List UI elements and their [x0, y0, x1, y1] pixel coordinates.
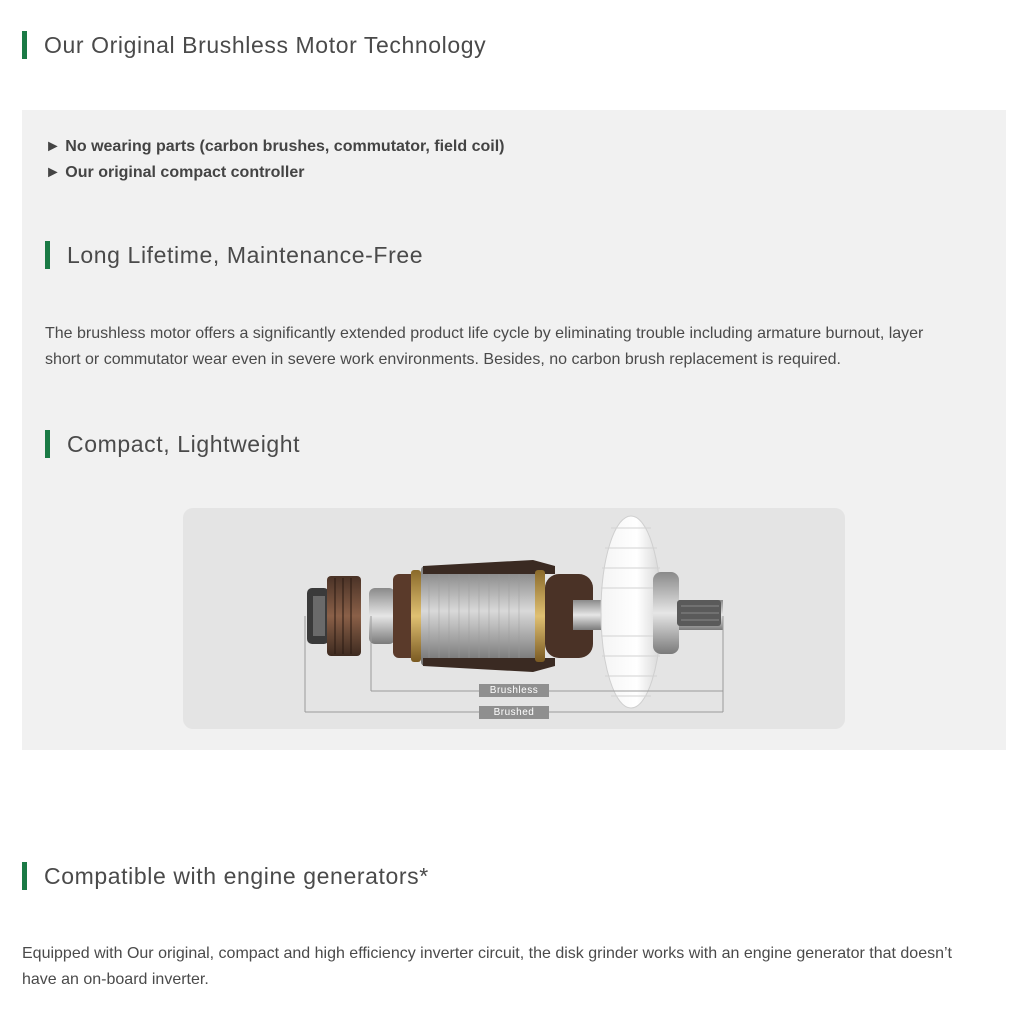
section-heading-brushless-motor [22, 31, 486, 59]
generators-paragraph [22, 941, 952, 993]
paragraph-line: short or commutator wear even in severe work environments. Besides, no carbon brush replacement is required. [45, 351, 841, 368]
motor-illustration [183, 508, 845, 729]
triangle-bullet-icon: ► [45, 138, 61, 155]
bearing [369, 588, 395, 644]
heading-text: Compatible with engine generators* [44, 862, 429, 889]
feature-list [45, 134, 504, 186]
armature-core [421, 566, 535, 666]
feature-text: No wearing parts (carbon brushes, commutator, field coil) [65, 138, 505, 155]
brushless-label: Brushless [479, 684, 549, 697]
feature-text: Our original compact controller [65, 164, 305, 181]
heading-accent-bar [45, 430, 50, 458]
section-heading-compact [45, 430, 300, 458]
paragraph-line: The brushless motor offers a significantly extended product life cycle by eliminating trouble including armature burnout, layer [45, 325, 924, 342]
heading-text: Our Original Brushless Motor Technology [44, 31, 487, 58]
section-heading-generators [22, 862, 429, 890]
feature-item [45, 134, 504, 160]
heading-accent-bar [22, 31, 27, 59]
heading-text: Long Lifetime, Maintenance-Free [67, 241, 424, 268]
commutator [327, 576, 361, 656]
paragraph-line: Equipped with Our original, compact and high efficiency inverter circuit, the disk grinder works with an engine generator that doesn’t [22, 945, 952, 962]
section-heading-long-lifetime [45, 241, 423, 269]
triangle-bullet-icon: ► [45, 164, 61, 181]
feature-item [45, 160, 504, 186]
brushed-label: Brushed [479, 706, 549, 719]
paragraph-line: have an on-board inverter. [22, 971, 209, 988]
heading-text: Compact, Lightweight [67, 430, 301, 457]
heading-accent-bar [45, 241, 50, 269]
heading-accent-bar [22, 862, 27, 890]
cooling-fan [601, 516, 661, 708]
lifetime-paragraph [45, 321, 923, 373]
